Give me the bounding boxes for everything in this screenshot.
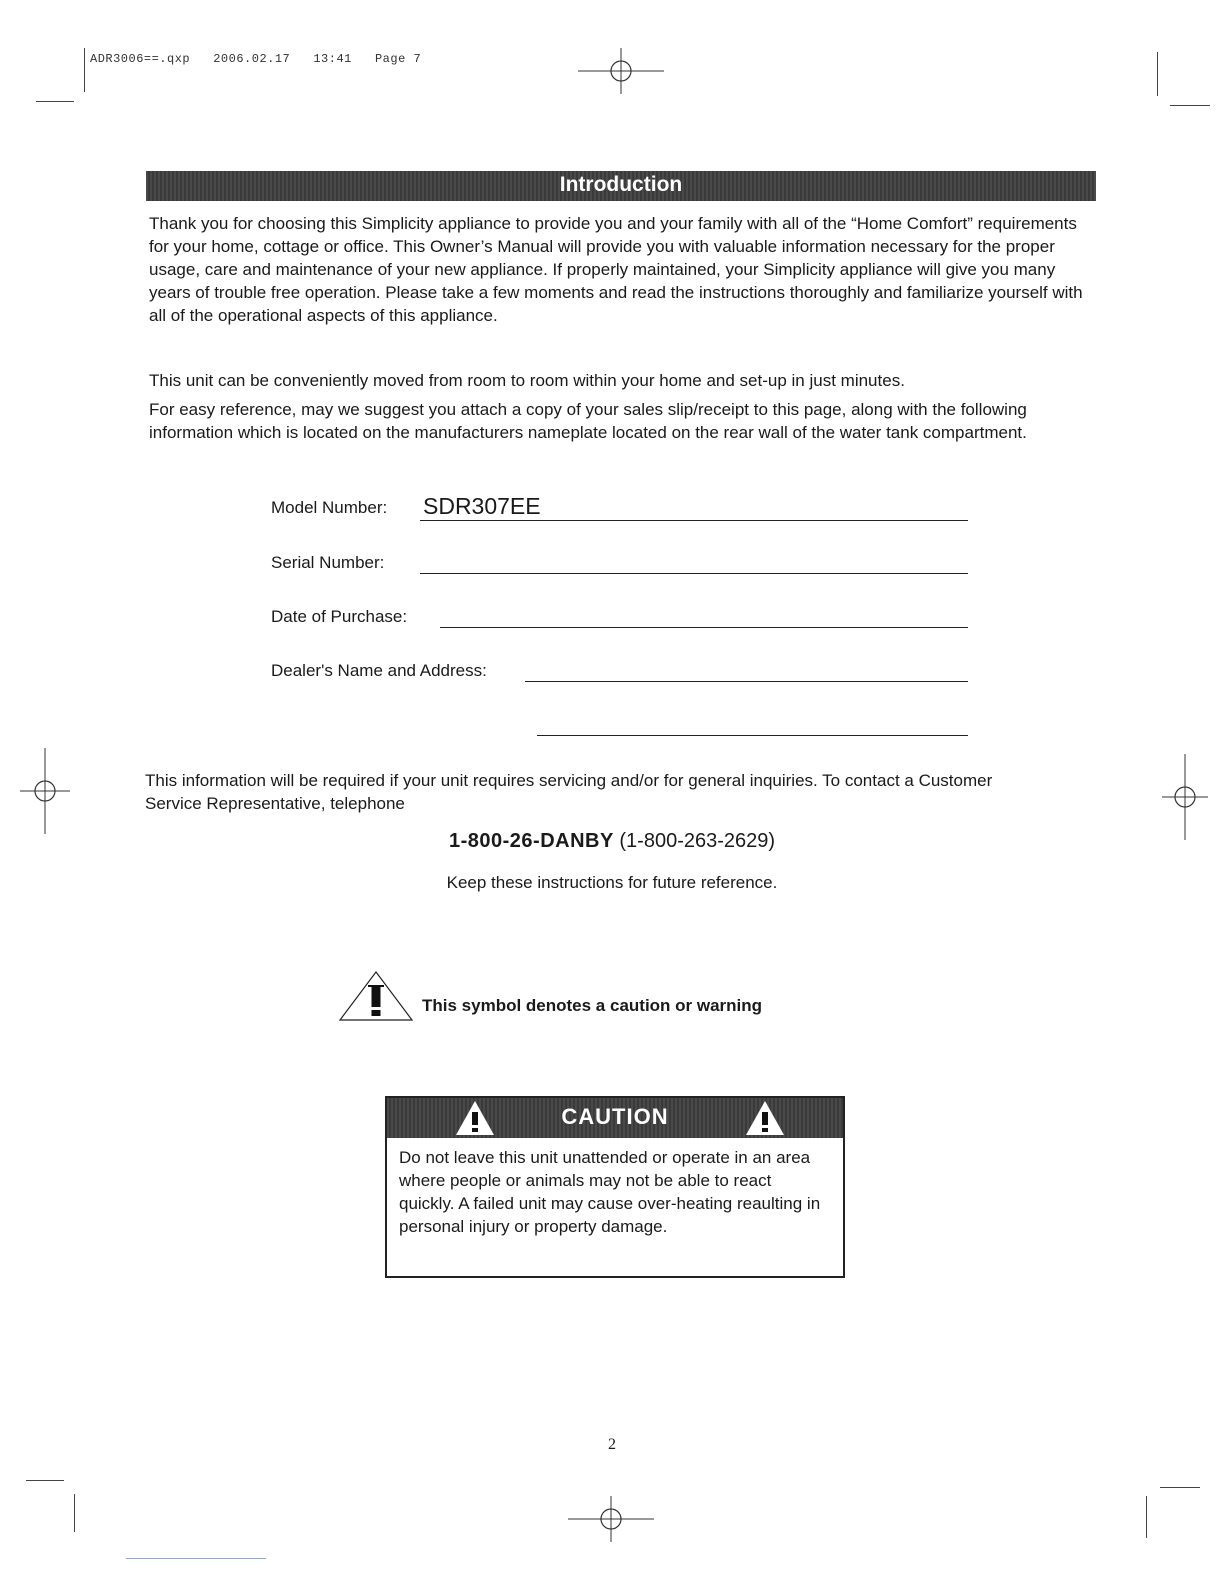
serial-number-line xyxy=(420,573,968,574)
registration-mark-right-icon xyxy=(1162,754,1208,840)
model-number-label: Model Number: xyxy=(271,498,388,517)
crop-mark-bottom-right-h xyxy=(1160,1487,1200,1488)
intro-paragraph: Thank you for choosing this Simplicity appliance to provide you and your family with all of the “Home Comfort” requirements for your home, cottage or office. This Owner’s Manual will provide you with valuable information necessary for the proper usage, care and maintenance of your new appliance. If properly maintained, your Simplicity appliance will give you many years of trouble free operation. Please take a few moments and read the instructions thoroughly and familiarize yourself with all of the operational aspects of this appliance. xyxy=(149,214,1083,325)
crop-mark-bottom-left-h xyxy=(26,1480,64,1481)
caution-box xyxy=(385,1096,845,1278)
phone-number: (1-800-263-2629) xyxy=(619,830,776,852)
date-of-purchase-line xyxy=(440,627,968,628)
crop-mark-top-right-v xyxy=(1157,52,1158,96)
registration-mark-left-icon xyxy=(20,748,70,834)
dealer-label: Dealer's Name and Address: xyxy=(271,661,487,680)
print-slug xyxy=(90,52,421,66)
slug-date: 2006.02.17 xyxy=(213,52,291,66)
page-number: 2 xyxy=(608,1436,616,1453)
keep-instructions: Keep these instructions for future reference. xyxy=(446,873,778,892)
slug-file: ADR3006==.qxp xyxy=(90,52,191,66)
caution-right-warning-icon xyxy=(745,1100,785,1136)
bottom-edge-line xyxy=(126,1558,266,1559)
model-number-line xyxy=(420,520,968,521)
caution-title: CAUTION xyxy=(561,1104,669,1129)
registration-mark-bottom-icon xyxy=(568,1496,654,1542)
dealer-line-2 xyxy=(537,735,968,736)
registration-mark-top-icon xyxy=(578,48,664,94)
dealer-line-1 xyxy=(525,681,968,682)
crop-mark-top-right-h xyxy=(1170,105,1210,106)
reference-paragraph: For easy reference, may we suggest you attach a copy of your sales slip/receipt to this page, along with the following information which is located on the manufacturers nameplate located on the rear wall of the water tank compartment. xyxy=(149,400,1027,442)
date-of-purchase-label: Date of Purchase: xyxy=(271,607,408,626)
warning-triangle-icon xyxy=(338,970,414,1022)
crop-mark-top-left-h xyxy=(36,101,74,102)
warning-symbol-text: This symbol denotes a caution or warning xyxy=(422,996,763,1015)
portability-paragraph: This unit can be conveniently moved from room to room within your home and set-up in just minutes. xyxy=(149,371,905,390)
introduction-banner xyxy=(146,171,1096,201)
slug-page: Page 7 xyxy=(374,52,422,66)
crop-mark-bottom-right-v xyxy=(1146,1496,1147,1538)
crop-mark-top-left-v xyxy=(84,48,85,92)
contact-paragraph: This information will be required if your unit requires servicing and/or for general inquiries. To contact a Customer Service Representative, telephone xyxy=(145,771,993,813)
introduction-title: Introduction xyxy=(559,173,683,196)
slug-time: 13:41 xyxy=(313,52,352,66)
phone-line xyxy=(0,830,1224,853)
caution-body: Do not leave this unit unattended or operate in an area where people or animals may not be able to react quickly. A failed unit may cause over-heating reaulting in personal injury or property damage. xyxy=(399,1148,821,1236)
caution-header xyxy=(387,1098,843,1138)
crop-mark-bottom-left-v xyxy=(74,1494,75,1532)
serial-number-label: Serial Number: xyxy=(271,553,385,572)
model-number-value: SDR307EE xyxy=(423,493,541,519)
phone-word: 1-800-26-DANBY xyxy=(448,830,614,852)
